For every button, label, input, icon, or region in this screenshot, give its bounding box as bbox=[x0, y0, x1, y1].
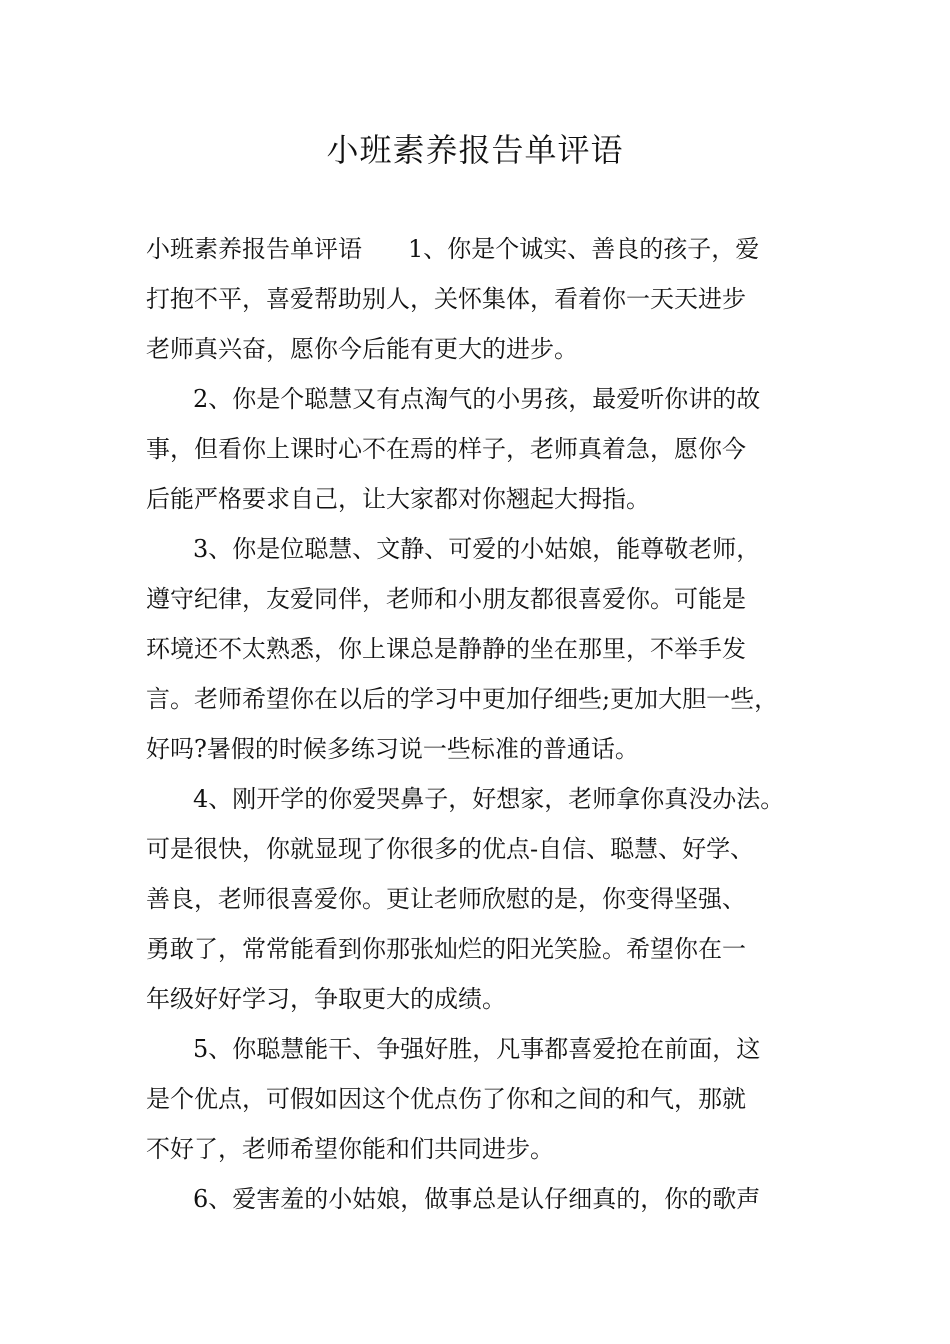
document-title: 小班素养报告单评语 bbox=[326, 131, 624, 169]
text-line-11: 好吗?暑假的时候多练习说一些标准的普通话。 bbox=[146, 735, 639, 763]
text-line-1 bbox=[146, 229, 759, 269]
text-line-17: 5、你聪慧能干、争强好胜，凡事都喜爱抢在前面，这 bbox=[193, 1035, 761, 1063]
text-line-16: 年级好好学习，争取更大的成绩。 bbox=[146, 985, 506, 1013]
text-line-15: 勇敢了，常常能看到你那张灿烂的阳光笑脸。希望你在一 bbox=[146, 935, 746, 963]
text-line-7: 3、你是位聪慧、文静、可爱的小姑娘，能尊敬老师， bbox=[193, 535, 761, 563]
text-line-20: 6、爱害羞的小姑娘，做事总是认仔细真的，你的歌声 bbox=[193, 1185, 761, 1213]
text-line-6: 后能严格要求自己，让大家都对你翘起大拇指。 bbox=[146, 485, 650, 513]
comment-1-start: 1、你是个诚实、善良的孩子，爱 bbox=[408, 235, 760, 263]
text-line-5: 事，但看你上课时心不在焉的样子，老师真着急，愿你今 bbox=[146, 435, 746, 463]
text-line-10: 言。老师希望你在以后的学习中更加仔细些;更加大胆一些， bbox=[146, 685, 779, 713]
text-line-4: 2、你是个聪慧又有点淘气的小男孩，最爱听你讲的故 bbox=[193, 385, 761, 413]
text-line-13: 可是很快，你就显现了你很多的优点-自信、聪慧、好学、 bbox=[146, 835, 755, 863]
text-line-19: 不好了，老师希望你能和们共同进步。 bbox=[146, 1135, 554, 1163]
lead-heading: 小班素养报告单评语 bbox=[146, 235, 362, 263]
text-line-9: 环境还不太熟悉，你上课总是静静的坐在那里，不举手发 bbox=[146, 635, 746, 663]
text-line-3: 老师真兴奋，愿你今后能有更大的进步。 bbox=[146, 335, 578, 363]
text-line-12: 4、刚开学的你爱哭鼻子，好想家，老师拿你真没办法。 bbox=[193, 785, 785, 813]
text-line-14: 善良，老师很喜爱你。更让老师欣慰的是，你变得坚强、 bbox=[146, 885, 746, 913]
text-line-18: 是个优点，可假如因这个优点伤了你和之间的和气，那就 bbox=[146, 1085, 746, 1113]
text-line-2: 打抱不平，喜爱帮助别人，关怀集体，看着你一天天进步 bbox=[146, 285, 746, 313]
text-line-8: 遵守纪律，友爱同伴，老师和小朋友都很喜爱你。可能是 bbox=[146, 585, 746, 613]
